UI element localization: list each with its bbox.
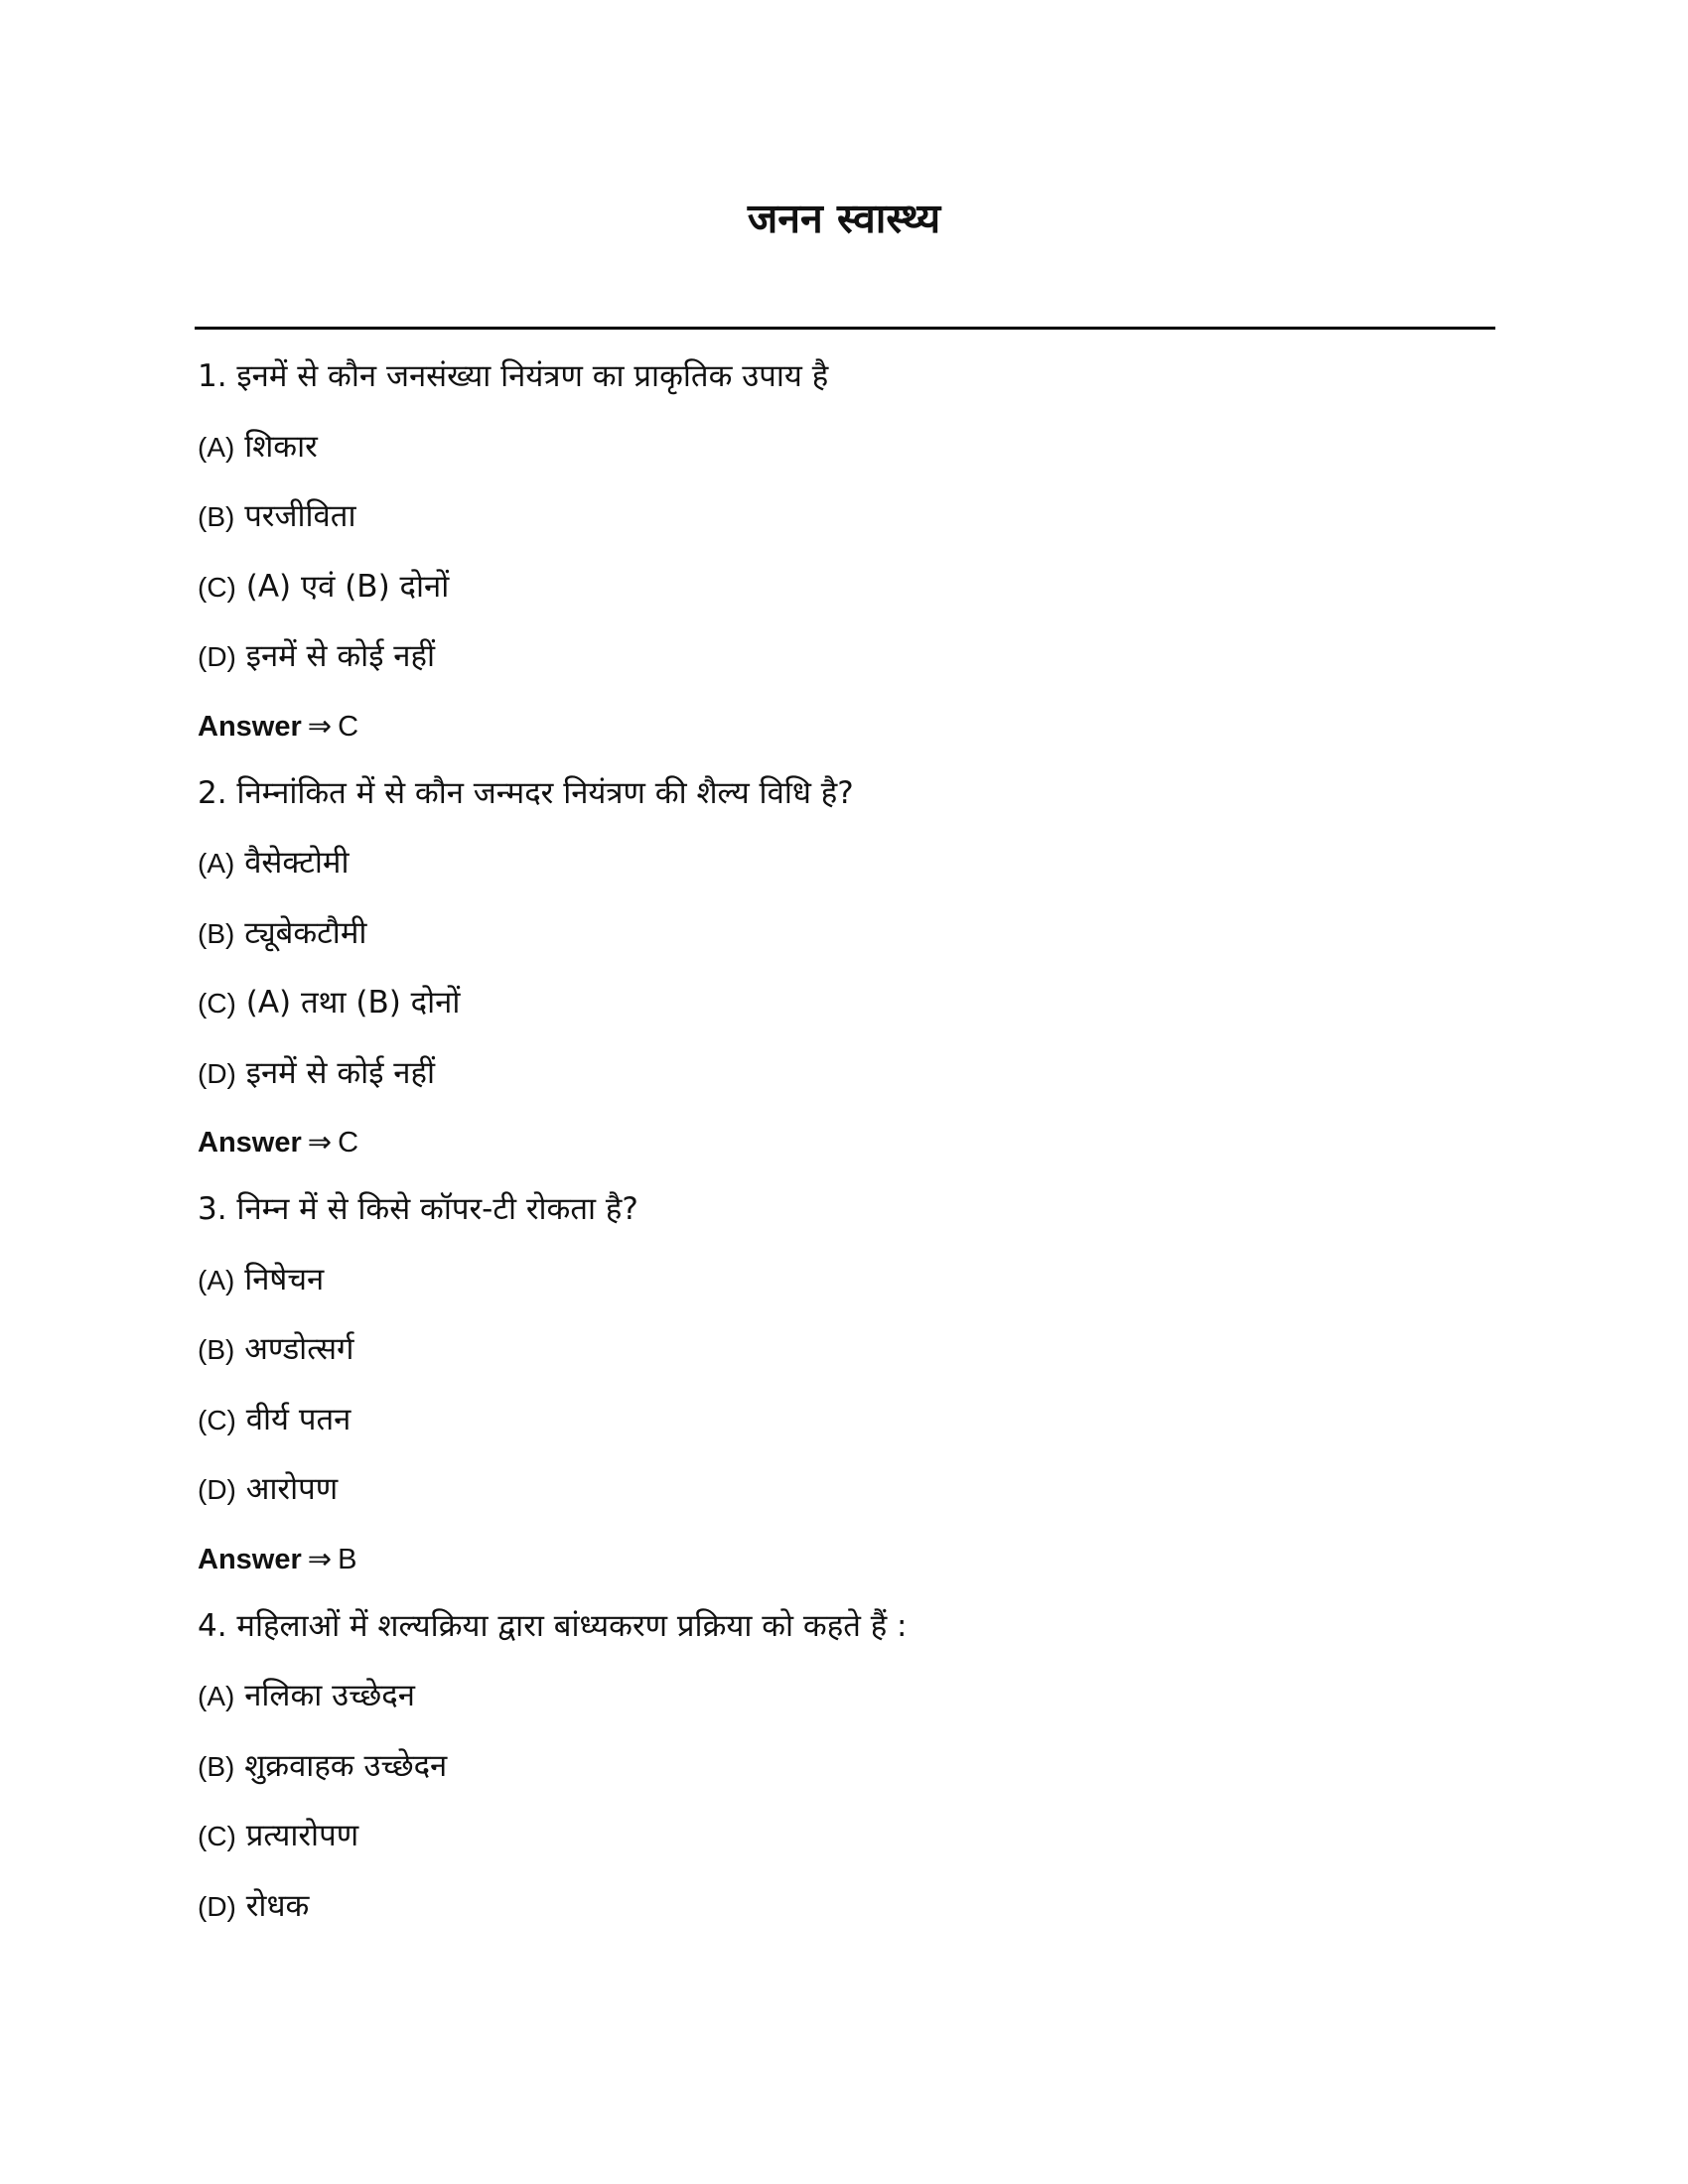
question-text: 1. इनमें से कौन जनसंख्या नियंत्रण का प्राकृतिक उपाय है	[198, 358, 829, 394]
arrow-icon: ⇒	[307, 710, 333, 743]
option-letter: (D)	[198, 1057, 236, 1089]
question-list	[198, 351, 1488, 1951]
option-letter: (B)	[198, 1334, 235, 1365]
option-item	[198, 1811, 1488, 1881]
option-text: वैसेक्टोमी	[244, 845, 350, 881]
option-letter: (A)	[198, 848, 235, 879]
option-item	[198, 978, 1488, 1048]
option-text: परजीविता	[244, 498, 356, 534]
option-letter: (C)	[198, 571, 236, 603]
answer-value: C	[338, 1127, 359, 1159]
arrow-icon: ⇒	[307, 1127, 333, 1159]
option-text: रोधक	[245, 1887, 310, 1924]
option-item	[198, 1395, 1488, 1465]
page-title: जनन स्वास्थ्य	[747, 195, 941, 242]
option-text: शिकार	[244, 428, 318, 465]
answer-value: B	[338, 1543, 357, 1575]
option-item	[198, 1324, 1488, 1395]
option-text: निषेचन	[244, 1261, 325, 1297]
option-text: (A) तथा (B) दोनों	[245, 985, 461, 1021]
option-letter: (C)	[198, 1404, 236, 1435]
answer-line	[198, 1535, 1488, 1601]
option-item	[198, 1048, 1488, 1119]
option-item	[198, 1255, 1488, 1325]
option-text: आरोपण	[245, 1471, 339, 1507]
question-text: 2. निम्नांकित में से कौन जन्मदर नियंत्रण की शैल्य विधि है?	[198, 774, 854, 811]
option-item	[198, 491, 1488, 562]
option-item	[198, 631, 1488, 702]
option-letter: (B)	[198, 917, 235, 949]
option-item	[198, 1741, 1488, 1812]
option-letter: (A)	[198, 1681, 235, 1711]
question-block	[198, 1184, 1488, 1601]
question-text: 4. महिलाओं में शल्यक्रिया द्वारा बांध्यकरण प्रक्रिया को कहते हैं :	[198, 1607, 908, 1644]
option-letter: (A)	[198, 1264, 235, 1296]
option-item	[198, 1671, 1488, 1741]
answer-value: C	[338, 710, 359, 743]
option-text: (A) एवं (B) दोनों	[245, 568, 450, 605]
option-text: इनमें से कोई नहीं	[245, 638, 435, 674]
question-text: 3. निम्न में से किसे कॉपर-टी रोकता है?	[198, 1191, 638, 1227]
option-letter: (D)	[198, 641, 236, 672]
option-letter: (B)	[198, 1750, 235, 1782]
answer-line	[198, 702, 1488, 768]
title-divider	[195, 327, 1495, 330]
option-letter: (A)	[198, 431, 235, 463]
option-letter: (D)	[198, 1474, 236, 1505]
option-text: नलिका उच्छेदन	[244, 1678, 415, 1713]
option-text: इनमें से कोई नहीं	[245, 1054, 435, 1091]
option-text: प्रत्यारोपण	[245, 1818, 359, 1853]
option-item	[198, 838, 1488, 908]
option-letter: (C)	[198, 988, 236, 1019]
option-letter: (B)	[198, 501, 235, 532]
option-item	[198, 562, 1488, 632]
option-item	[198, 1881, 1488, 1952]
option-item	[198, 422, 1488, 492]
answer-label: Answer	[198, 1543, 302, 1575]
option-text: शुक्रवाहक उच्छेदन	[244, 1747, 448, 1784]
answer-line	[198, 1118, 1488, 1184]
question-block	[198, 351, 1488, 768]
answer-label: Answer	[198, 1127, 302, 1159]
option-letter: (C)	[198, 1821, 236, 1851]
option-text: अण्डोत्सर्ग	[244, 1331, 354, 1367]
option-item	[198, 908, 1488, 979]
option-text: वीर्य पतन	[245, 1401, 352, 1437]
question-block	[198, 1601, 1488, 1952]
option-text: ट्यूबेकटौमी	[244, 914, 367, 951]
option-letter: (D)	[198, 1890, 236, 1922]
option-item	[198, 1464, 1488, 1535]
answer-label: Answer	[198, 710, 302, 743]
question-block	[198, 768, 1488, 1185]
arrow-icon: ⇒	[307, 1543, 333, 1575]
